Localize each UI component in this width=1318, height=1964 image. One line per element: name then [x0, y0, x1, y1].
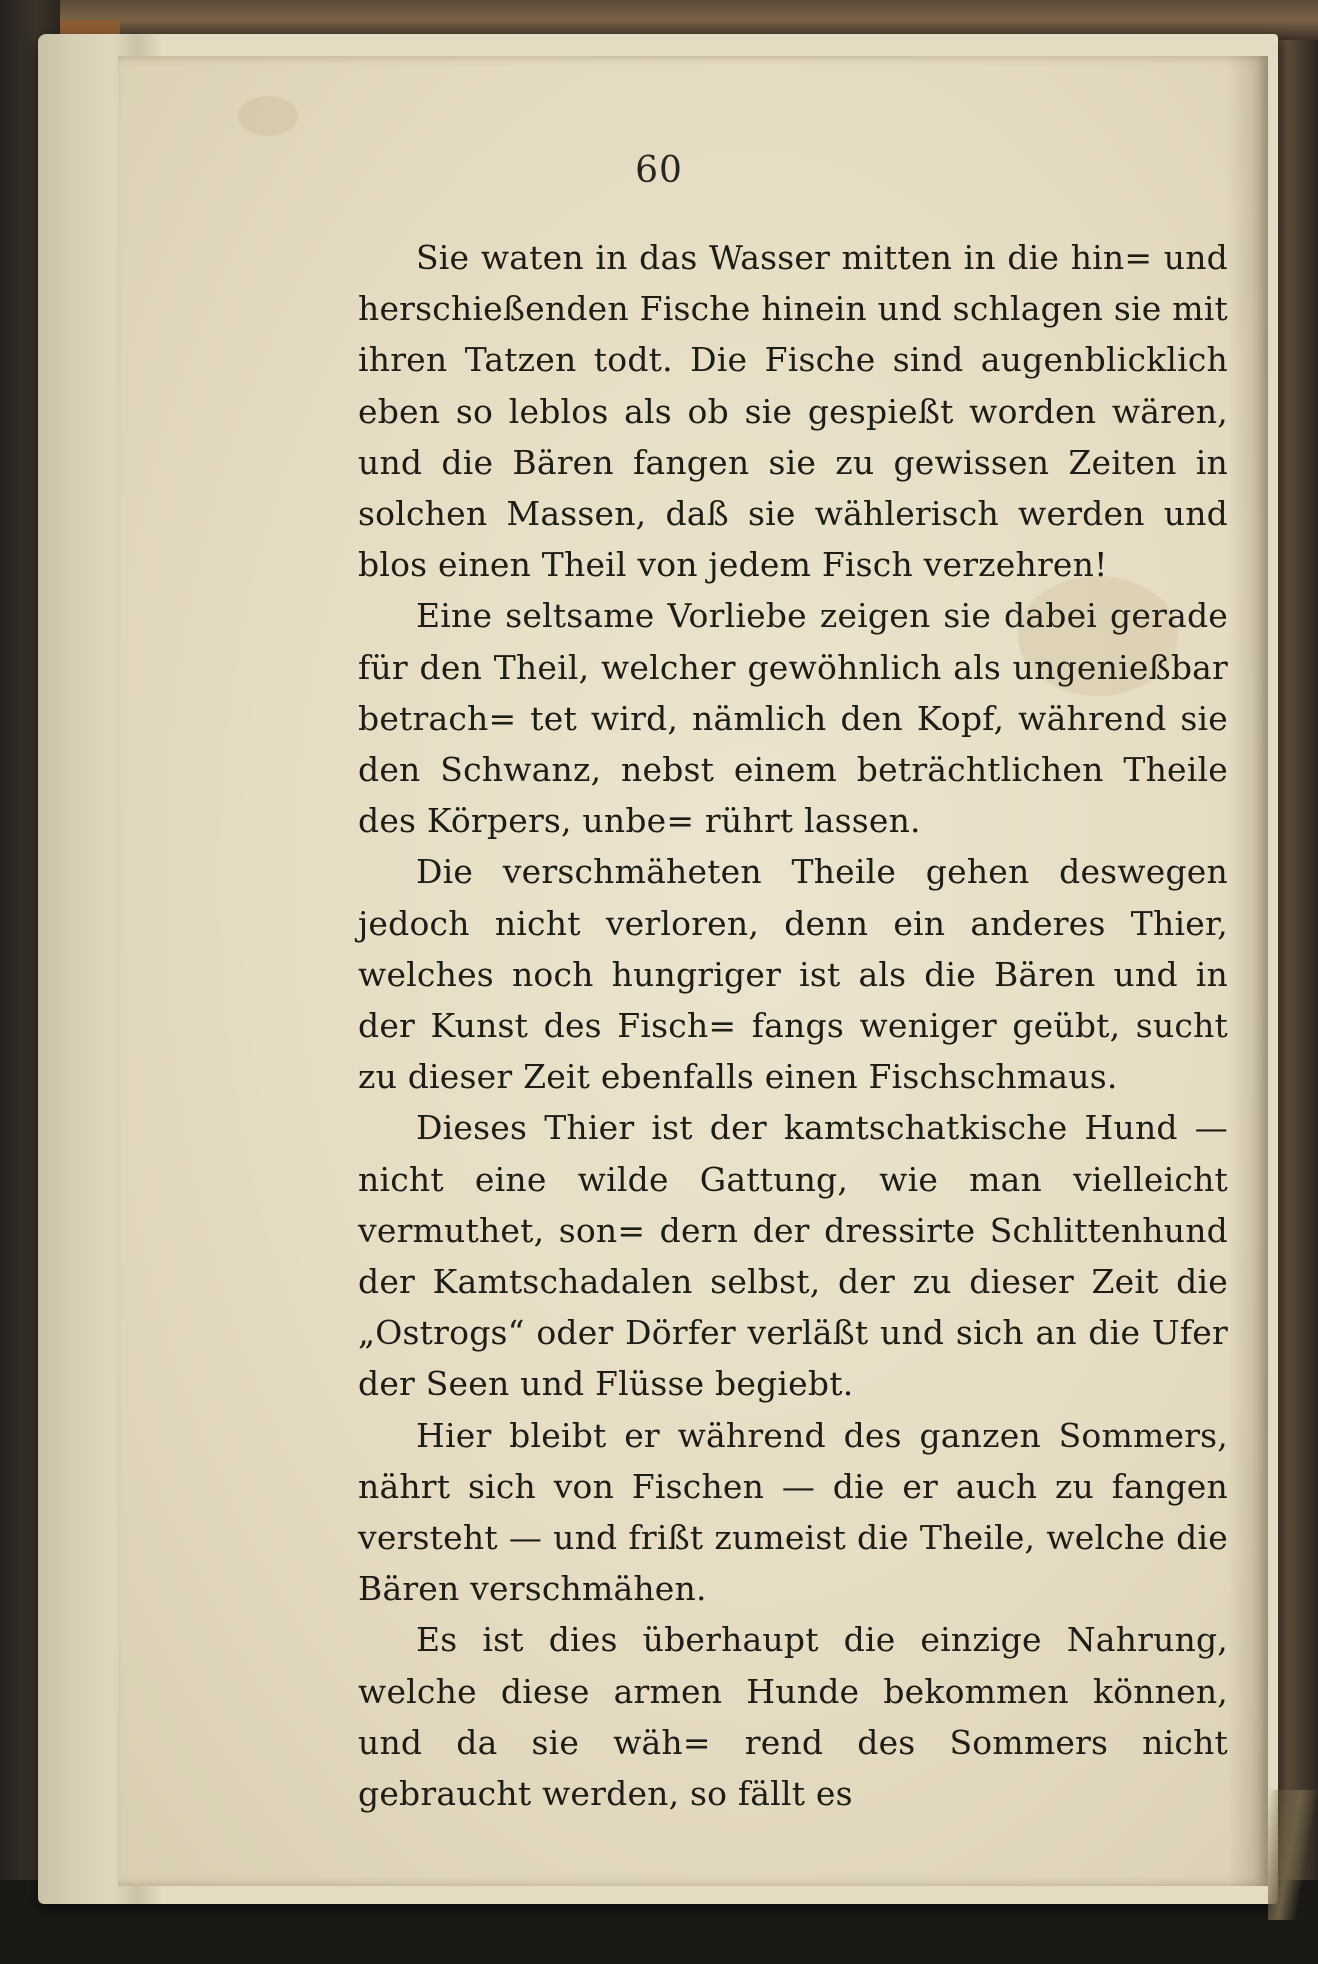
paragraph: Es ist dies überhaupt die einzige Nahrung, welche diese armen Hunde bekommen können, und da sie wäh= rend des Sommers nicht gebraucht werden, so fällt es [358, 1620, 1228, 1814]
bookmark-thread [1268, 1790, 1318, 1920]
page-number: 60 [635, 150, 683, 191]
paragraph: Sie waten in das Wasser mitten in die hin= und herschießenden Fische hinein und schlagen sie mit ihren Tatzen todt. Die Fische sind augenblicklich eben so leblos als ob sie gespießt worden wären, und die Bären fangen sie zu gewissen Zeiten in solchen Massen, daß sie wählerisch werden und blos einen Theil von jedem Fisch verzehren! [358, 238, 1228, 585]
paragraph: Eine seltsame Vorliebe zeigen sie dabei gerade für den Theil, welcher gewöhnlich als ungenießbar betrach= tet wird, nämlich den Kopf, während sie den Schwanz, nebst einem beträchtlichen Theile des Körpers, unbe= rührt lassen. [358, 596, 1228, 841]
paragraph: Hier bleibt er während des ganzen Sommers, nährt sich von Fischen — die er auch zu fangen versteht — und frißt zumeist die Theile, welche die Bären verschmähen. [358, 1415, 1228, 1609]
paragraph: Die verschmäheten Theile gehen deswegen jedoch nicht verloren, denn ein anderes Thier, welches noch hungriger ist als die Bären und in der Kunst des Fisch= fangs weniger geübt, sucht zu dieser Zeit ebenfalls einen Fischschmaus. [358, 852, 1228, 1097]
paragraph: Dieses Thier ist der kamtschatkische Hund — nicht eine wilde Gattung, wie man vielleicht vermuthet, son= dern der dressirte Schlittenhund der Kamtschadalen selbst, der zu dieser Zeit die „Ostrogs“ oder Dörfer verläßt und sich an die Ufer der Seen und Flüsse begiebt. [358, 1108, 1228, 1404]
page-stain [238, 96, 298, 136]
page-text [358, 232, 1228, 1819]
page-gutter-shadow [1228, 56, 1268, 1886]
